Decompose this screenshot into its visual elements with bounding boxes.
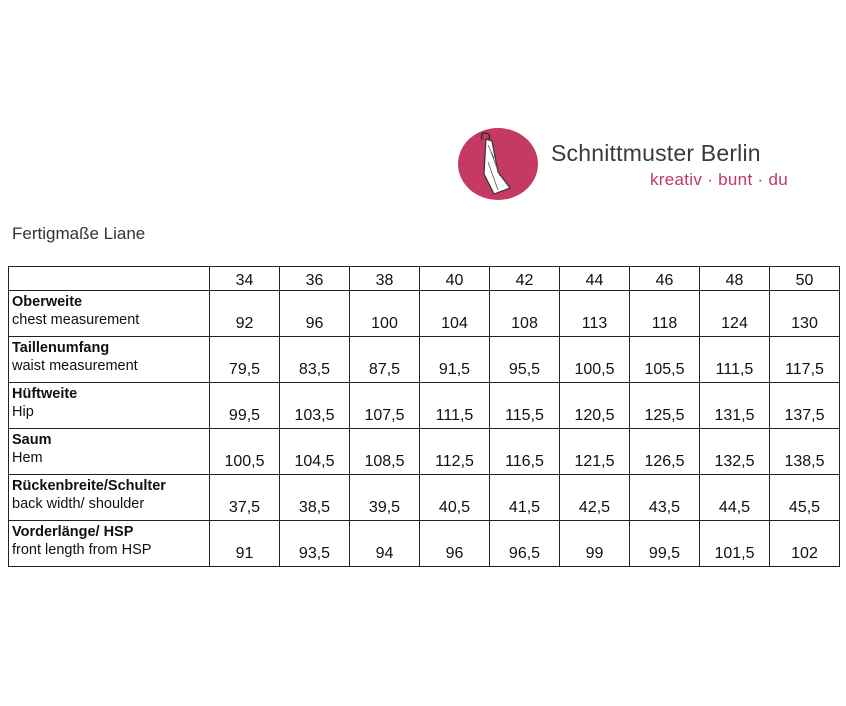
measurement-cell: 118 (630, 291, 700, 337)
table-row (9, 475, 840, 521)
measurement-cell: 102 (770, 521, 840, 567)
measurement-cell: 111,5 (700, 337, 770, 383)
measurement-cell: 121,5 (560, 429, 630, 475)
row-label-german: Rückenbreite/Schulter (12, 478, 166, 494)
measurement-cell: 91,5 (420, 337, 490, 383)
measurement-cell: 125,5 (630, 383, 700, 429)
measurement-cell: 105,5 (630, 337, 700, 383)
measurement-cell: 113 (560, 291, 630, 337)
row-label-english: back width/ shoulder (12, 496, 145, 512)
measurement-cell: 130 (770, 291, 840, 337)
measurement-cell: 120,5 (560, 383, 630, 429)
row-label-cell (9, 429, 210, 475)
measurement-cell: 87,5 (350, 337, 420, 383)
size-header-row (9, 267, 840, 291)
measurement-cell: 92 (210, 291, 280, 337)
row-label-cell (9, 337, 210, 383)
measurement-cell: 83,5 (280, 337, 350, 383)
measurement-cell: 39,5 (350, 475, 420, 521)
corner-cell (9, 267, 210, 291)
size-header-cell: 40 (420, 267, 490, 291)
measurement-cell: 101,5 (700, 521, 770, 567)
measurement-cell: 96 (280, 291, 350, 337)
measurement-cell: 99,5 (210, 383, 280, 429)
row-label-english: waist measurement (12, 358, 138, 374)
measurement-cell: 137,5 (770, 383, 840, 429)
measurement-cell: 131,5 (700, 383, 770, 429)
measurement-cell: 112,5 (420, 429, 490, 475)
row-label-german: Hüftweite (12, 386, 78, 402)
row-label-german: Vorderlänge/ HSP (12, 524, 134, 540)
size-header-cell: 44 (560, 267, 630, 291)
measurement-cell: 44,5 (700, 475, 770, 521)
measurement-cell: 38,5 (280, 475, 350, 521)
measurement-cell: 41,5 (490, 475, 560, 521)
measurement-cell: 96,5 (490, 521, 560, 567)
measurement-cell: 132,5 (700, 429, 770, 475)
row-label-english: Hem (12, 450, 43, 466)
table-row (9, 383, 840, 429)
measurement-cell: 117,5 (770, 337, 840, 383)
size-header-cell: 38 (350, 267, 420, 291)
measurement-cell: 91 (210, 521, 280, 567)
measurement-cell: 96 (420, 521, 490, 567)
size-header-cell: 42 (490, 267, 560, 291)
row-label-german: Saum (12, 432, 52, 448)
measurement-cell: 108,5 (350, 429, 420, 475)
brand-tagline: kreativ · bunt · du (650, 170, 788, 189)
measurement-cell: 103,5 (280, 383, 350, 429)
measurement-cell: 124 (700, 291, 770, 337)
measurement-cell: 100,5 (210, 429, 280, 475)
row-label-cell (9, 475, 210, 521)
row-label-cell (9, 291, 210, 337)
table-row (9, 291, 840, 337)
measurement-cell: 100 (350, 291, 420, 337)
measurement-cell: 43,5 (630, 475, 700, 521)
measurement-cell: 111,5 (420, 383, 490, 429)
measurement-cell: 104,5 (280, 429, 350, 475)
row-label-english: Hip (12, 404, 34, 420)
measurement-cell: 99 (560, 521, 630, 567)
brand-header (458, 128, 818, 204)
brand-name: Schnittmuster Berlin (551, 140, 761, 166)
dress-logo-icon (458, 128, 538, 200)
measurement-cell: 107,5 (350, 383, 420, 429)
measurement-cell: 42,5 (560, 475, 630, 521)
measurement-cell: 104 (420, 291, 490, 337)
measurement-cell: 40,5 (420, 475, 490, 521)
size-header-cell: 46 (630, 267, 700, 291)
table-row (9, 429, 840, 475)
row-label-german: Oberweite (12, 294, 83, 310)
measurement-cell: 115,5 (490, 383, 560, 429)
measurement-cell: 99,5 (630, 521, 700, 567)
row-label-cell (9, 521, 210, 567)
measurement-cell: 138,5 (770, 429, 840, 475)
row-label-english: chest measurement (12, 312, 140, 328)
table-row (9, 521, 840, 567)
measurement-cell: 37,5 (210, 475, 280, 521)
measurement-cell: 126,5 (630, 429, 700, 475)
row-label-cell (9, 383, 210, 429)
size-header-cell: 34 (210, 267, 280, 291)
measurement-cell: 100,5 (560, 337, 630, 383)
size-header-cell: 50 (770, 267, 840, 291)
size-header-cell: 48 (700, 267, 770, 291)
row-label-english: front length from HSP (12, 542, 152, 558)
measurement-cell: 95,5 (490, 337, 560, 383)
table-row (9, 337, 840, 383)
measurement-cell: 79,5 (210, 337, 280, 383)
measurement-cell: 45,5 (770, 475, 840, 521)
measurement-cell: 116,5 (490, 429, 560, 475)
measurement-cell: 108 (490, 291, 560, 337)
size-table (8, 266, 840, 567)
row-label-german: Taillenumfang (12, 340, 110, 356)
page-title: Fertigmaße Liane (12, 224, 146, 243)
size-header-cell: 36 (280, 267, 350, 291)
measurement-cell: 94 (350, 521, 420, 567)
measurement-cell: 93,5 (280, 521, 350, 567)
